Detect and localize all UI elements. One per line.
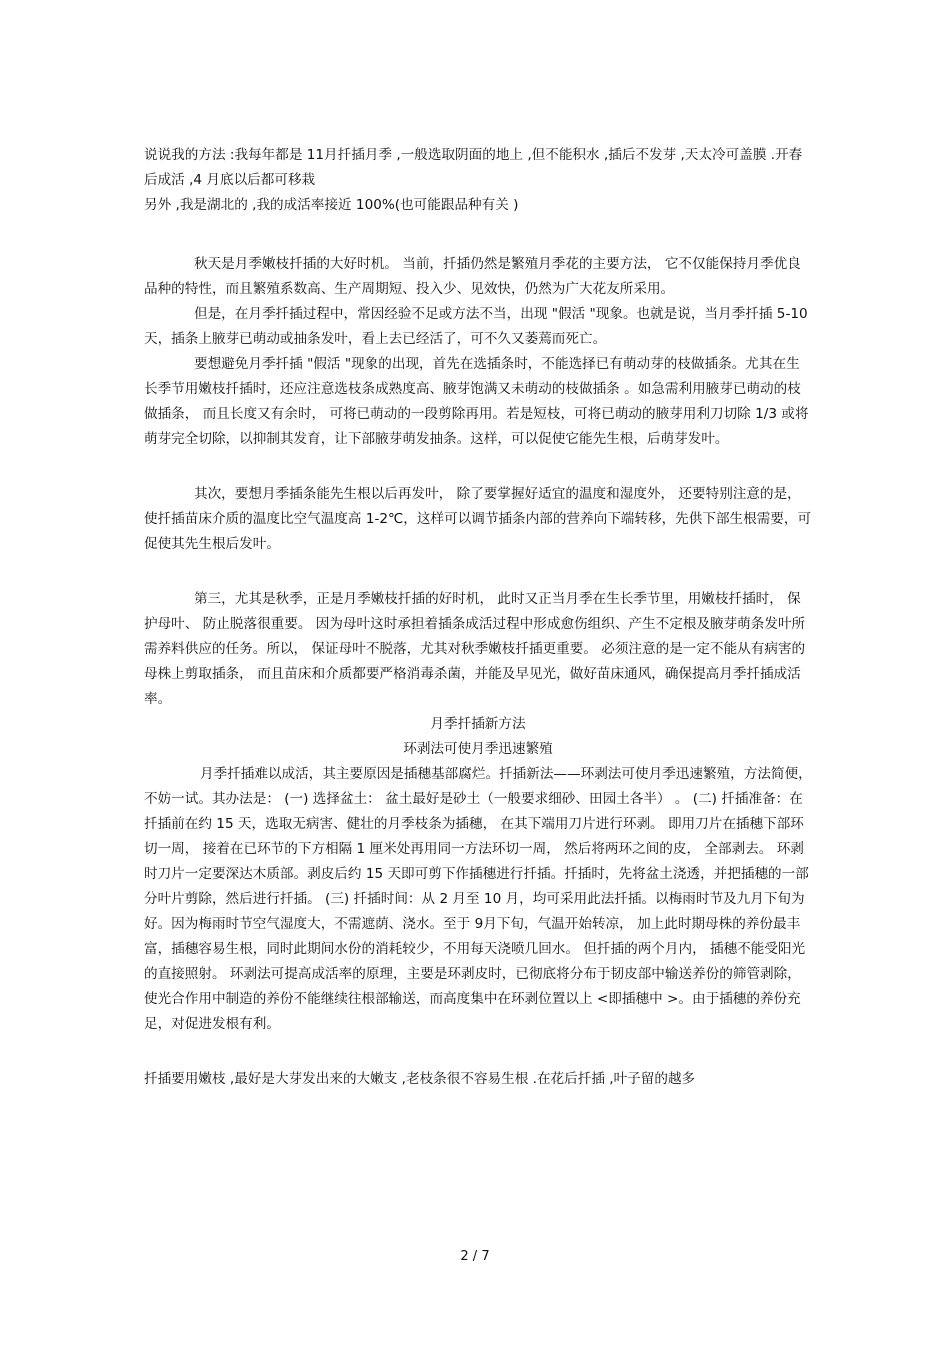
paragraph-avoid: 要想避免月季扦插 "假活 "现象的出现，首先在选插条时，不能选择已有萌动芽的枝做插条。尤其在生长季节用嫩枝扦插时，还应注意选枝条成熟度高、腋芽饱满又未萌动的枝做插条 。如急需利用腋芽已萌动的枝做插条， 而且长度又有余时， 可将已萌动的一段剪除再用。若是短枝，可将已萌动的腋芽用利刀切除 1/3 或将萌芽完全切除，以抑制其发育，让下部腋芽萌发抽条。这样，可以促使它能先生根，后萌芽发叶。	[144, 356, 809, 447]
paragraph-last: 扦插要用嫩枝 ,最好是大芽发出来的大嫩支 ,老枝条很不容易生根 .在花后扦插 ,叶子留的越多	[144, 1071, 696, 1087]
document-body	[144, 143, 812, 1092]
paragraph-second: 其次，要想月季插条能先生根以后再发叶， 除了要掌握好适宜的温度和湿度外， 还要特别注意的是，使扦插苗床介质的温度比空气温度高 1-2℃，这样可以调节插条内部的营养向下端转移，先供下部生根需要，可促使其先生根后发叶。	[144, 486, 812, 552]
paragraph-ring-method: 月季扦插难以成活，其主要原因是插穗基部腐烂。扦插新法——环剥法可使月季迅速繁殖，方法简便，不妨一试。其办法是： (一) 选择盆土： 盆土最好是砂土（一般要求细砂、田园土各半） 。 (二) 扦插准备：在扦插前在约 15 天，选取无病害、健壮的月季枝条为插穗， 在其下端用刀片进行环剥。 即用刀片在插穗下部环切一周， 接着在已环节的下方相隔 1 厘米处再用同一方法环切一周， 然后将两环之间的皮， 全部剥去。 环剥时刀片一定要深达木质部。剥皮后约 15 天即可剪下作插穗进行扦插。扦插时，先将盆土浇透，并把插穗的一部分叶片剪除，然后进行扦插。 (三) 扦插时间：从 2 月至 10 月，均可采用此法扦插。以梅雨时节及九月下旬为好。因为梅雨时节空气湿度大，不需遮荫、浇水。至于 9月下旬，气温开始转凉， 加上此时期母株的养份最丰富，插穗容易生根，同时此期间水份的消耗较少，不用每天浇喷几回水。 但扦插的两个月内， 插穗不能受阳光的直接照射。 环剥法可提高成活率的原理，主要是环剥皮时，已彻底将分布于韧皮部中输送养份的筛管剥除，使光合作用中制造的养份不能继续往根部输送，而高度集中在环剥位置以上 <即插穗中 >。由于插穗的养份充足，对促进发根有利。	[144, 766, 812, 1032]
paragraph-method: 说说我的方法 :我每年都是 11月扦插月季 ,一般选取阴面的地上 ,但不能积水 ,插后不发芽 ,天太冷可盖膜 .开春后成活 ,4 月底以后都可移栽	[144, 147, 803, 188]
section-title: 月季扦插新方法	[430, 716, 526, 732]
page-number: 2 / 7	[460, 1249, 490, 1264]
paragraph-autumn: 秋天是月季嫩枝扦插的大好时机。 当前，扦插仍然是繁殖月季花的主要方法， 它不仅能保持月季优良品种的特性，而且繁殖系数高、生产周期短、投入少、见效快，仍然为广大花友所采用。	[144, 256, 801, 297]
paragraph-third: 第三，尤其是秋季，正是月季嫩枝扦插的好时机， 此时又正当月季在生长季节里，用嫩枝扦插时， 保护母叶、 防止脱落很重要。 因为母叶这时承担着插条成活过程中形成愈伤组织、产生不定根及腋芽萌条发叶所需养料供应的任务。所以， 保证母叶不脱落，尤其对秋季嫩枝扦插更重要。 必须注意的是一定不能从有病害的母株上剪取插条， 而且苗床和介质都要严格消毒杀菌，并能及早见光，做好苗床通风，确保提高月季扦插成活率。	[144, 591, 806, 707]
paragraph-note: 另外 ,我是湖北的 ,我的成活率接近 100%(也可能跟品种有关 )	[144, 197, 519, 213]
section-subtitle: 环剥法可使月季迅速繁殖	[403, 741, 553, 757]
paragraph-false-survival: 但是，在月季扦插过程中，常因经验不足或方法不当，出现 "假活 "现象。也就是说，当月季扦插 5-10 天，插条上腋芽已萌动或抽条发叶，看上去已经活了，可不久又萎蔫而死亡。	[144, 306, 808, 347]
